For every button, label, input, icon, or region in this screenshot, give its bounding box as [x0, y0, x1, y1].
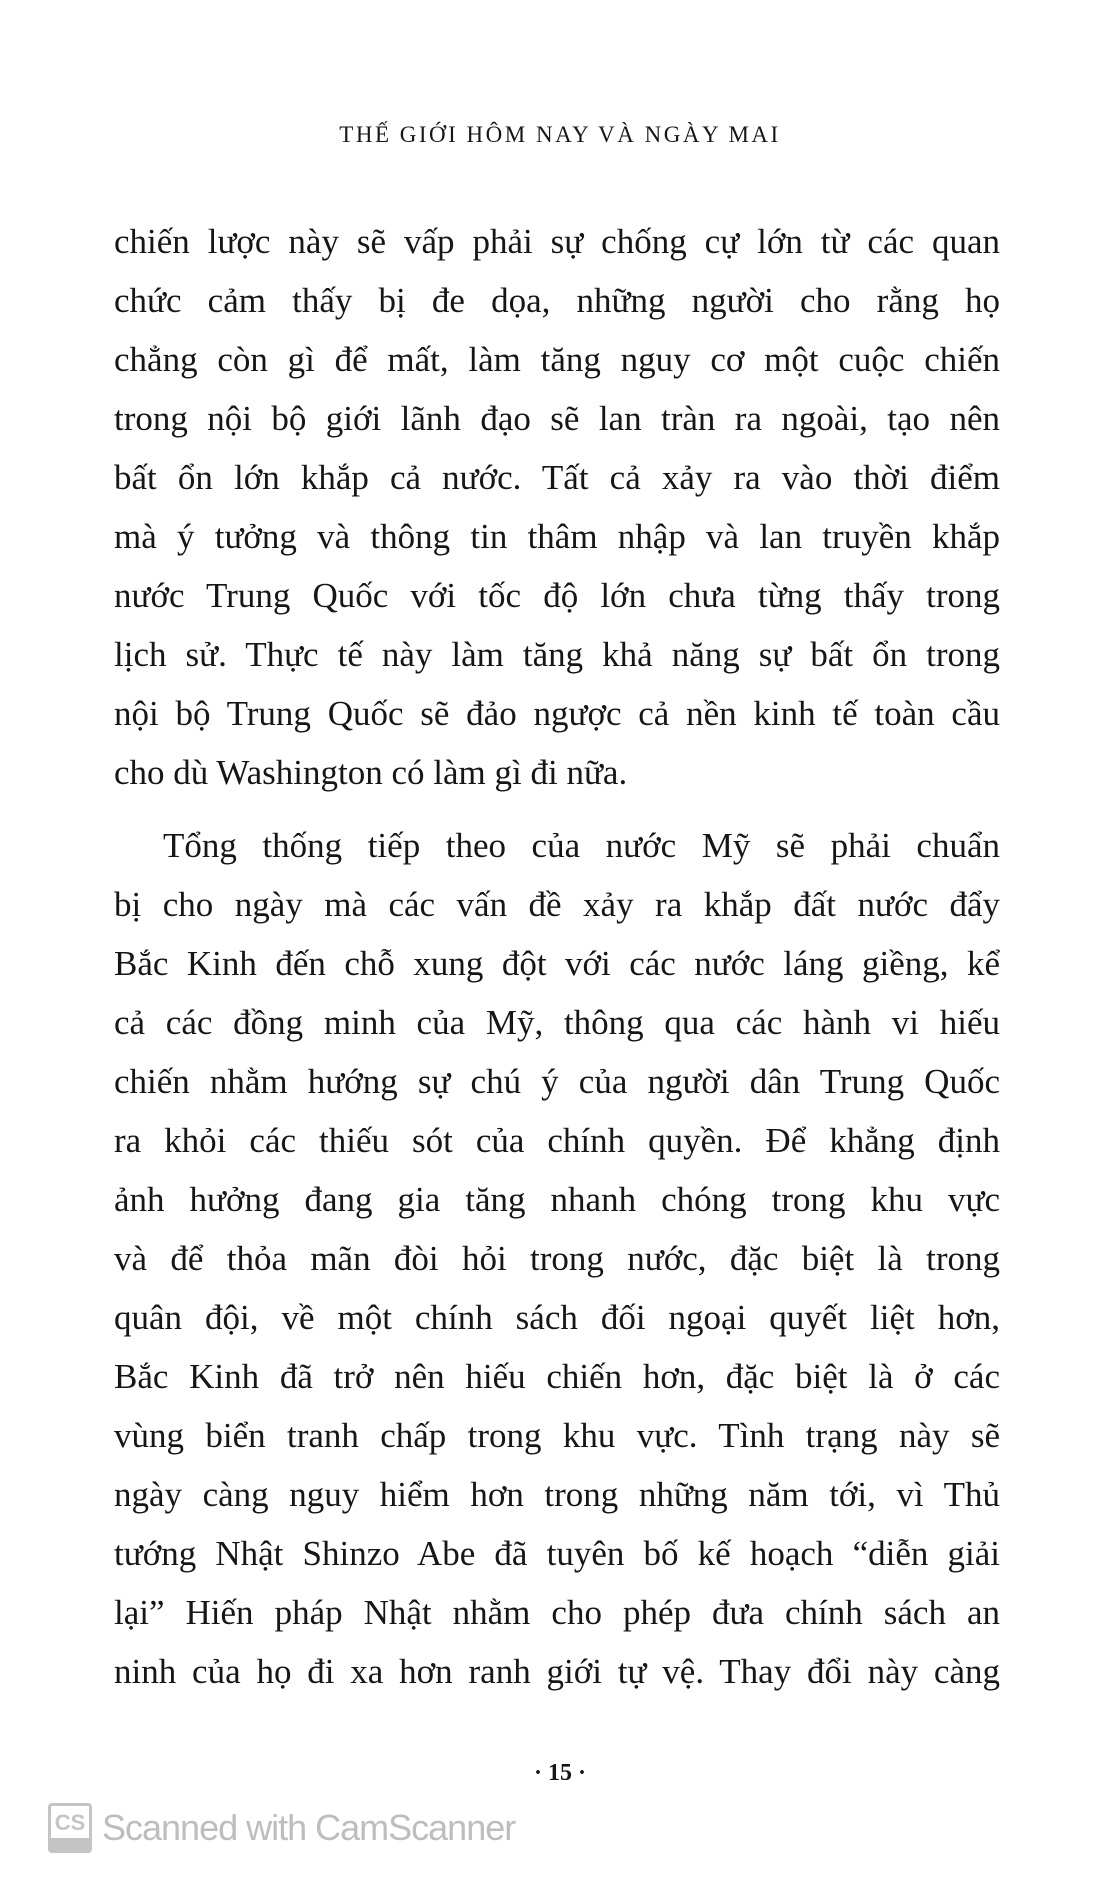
- text-line: chiến lược này sẽ vấp phải sự chống cự lớn từ các quan: [114, 222, 1000, 261]
- running-header: THẾ GIỚI HÔM NAY VÀ NGÀY MAI: [339, 122, 781, 147]
- text-line: chiến nhằm hướng sự chú ý của người dân Trung Quốc: [114, 1062, 1000, 1101]
- text-line: tướng Nhật Shinzo Abe đã tuyên bố kế hoạch “diễn giải: [114, 1534, 1000, 1573]
- text-line: vùng biển tranh chấp trong khu vực. Tình trạng này sẽ: [114, 1416, 1000, 1455]
- camscanner-watermark: [48, 1803, 515, 1853]
- watermark-text: Scanned with CamScanner: [102, 1807, 516, 1848]
- text-line: cho dù Washington có làm gì đi nữa.: [114, 753, 628, 792]
- text-line: mà ý tưởng và thông tin thâm nhập và lan truyền khắp: [114, 517, 1000, 556]
- text-line: lịch sử. Thực tế này làm tăng khả năng sự bất ổn trong: [114, 635, 1000, 674]
- page-number: · 15 ·: [533, 1760, 586, 1786]
- text-line: chẳng còn gì để mất, làm tăng nguy cơ một cuộc chiến: [114, 340, 1000, 379]
- text-line: ninh của họ đi xa hơn ranh giới tự vệ. Thay đổi này càng: [114, 1652, 1000, 1691]
- text-line: bị cho ngày mà các vấn đề xảy ra khắp đất nước đẩy: [114, 885, 1000, 924]
- text-line: cả các đồng minh của Mỹ, thông qua các hành vi hiếu: [114, 1003, 1000, 1042]
- text-line: và để thỏa mãn đòi hỏi trong nước, đặc biệt là trong: [114, 1239, 1000, 1278]
- text-line: ra khỏi các thiếu sót của chính quyền. Để khẳng định: [114, 1121, 1000, 1160]
- text-line: nội bộ Trung Quốc sẽ đảo ngược cả nền kinh tế toàn cầu: [114, 694, 1000, 733]
- text-line: ảnh hưởng đang gia tăng nhanh chóng trong khu vực: [114, 1180, 1000, 1219]
- text-line: lại” Hiến pháp Nhật nhằm cho phép đưa chính sách an: [114, 1593, 1000, 1632]
- text-line: Tổng thống tiếp theo của nước Mỹ sẽ phải chuẩn: [163, 826, 1000, 865]
- text-line: nước Trung Quốc với tốc độ lớn chưa từng thấy trong: [114, 576, 1000, 615]
- text-line: Bắc Kinh đến chỗ xung đột với các nước láng giềng, kể: [114, 944, 1000, 983]
- text-line: trong nội bộ giới lãnh đạo sẽ lan tràn ra ngoài, tạo nên: [114, 399, 1000, 438]
- text-line: quân đội, về một chính sách đối ngoại quyết liệt hơn,: [114, 1298, 1000, 1337]
- text-line: bất ổn lớn khắp cả nước. Tất cả xảy ra vào thời điểm: [114, 458, 1000, 497]
- paragraph-2: [114, 816, 1000, 1701]
- text-line: Bắc Kinh đã trở nên hiếu chiến hơn, đặc biệt là ở các: [114, 1357, 1000, 1396]
- paragraph-1: [114, 212, 1000, 802]
- text-line: ngày càng nguy hiểm hơn trong những năm tới, vì Thủ: [114, 1475, 1000, 1514]
- text-line: chức cảm thấy bị đe dọa, những người cho rằng họ: [114, 281, 1000, 320]
- camscanner-logo-icon: CS: [48, 1803, 92, 1853]
